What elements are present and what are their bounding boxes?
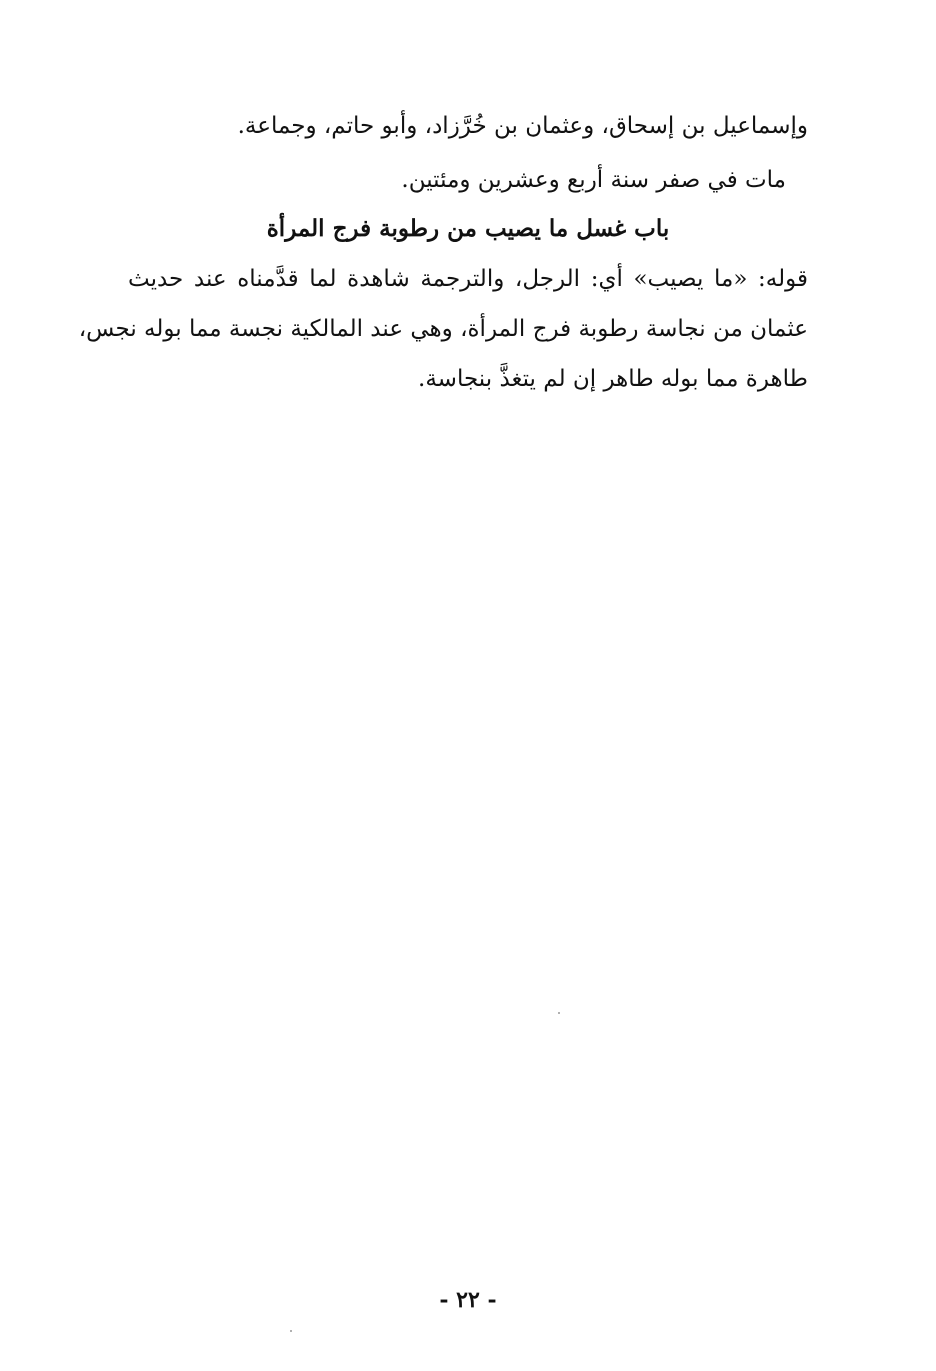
text-line-narrators: وإسماعيل بن إسحاق، وعثمان بن خُرَّزاد، وأبو حاتم، وجماعة. [237, 113, 808, 139]
chapter-heading: باب غسل ما يصيب من رطوبة فرج المرأة [266, 215, 670, 242]
paragraph-line-1: قوله: «ما يصيب» أي: الرجل، والترجمة شاهدة لما قدَّمناه عند حديث [128, 266, 808, 292]
commentary-paragraph [78, 254, 808, 404]
paragraph-line-3: طاهرة مما بوله طاهر إن لم يتغذَّ بنجاسة. [418, 366, 808, 392]
scan-speck [558, 1012, 560, 1014]
text-line-death-date: مات في صفر سنة أربع وعشرين ومئتين. [401, 167, 786, 193]
scan-speck [290, 1330, 292, 1332]
paragraph-line-2: عثمان من نجاسة رطوبة فرج المرأة، وهي عند المالكية نجسة مما بوله نجس، [78, 316, 808, 342]
page-number: - ٢٢ - [439, 1287, 497, 1313]
